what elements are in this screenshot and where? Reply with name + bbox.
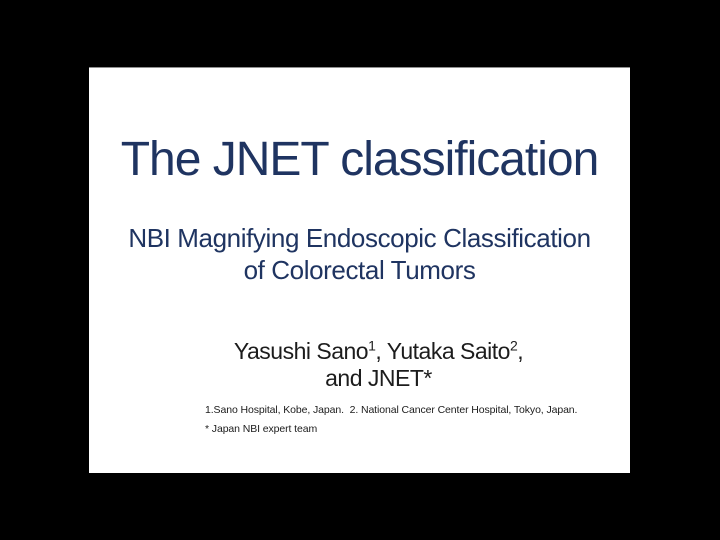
affiliations-block (205, 404, 577, 435)
author-1-name: Yasushi Sano (233, 338, 369, 364)
presentation-slide (89, 67, 630, 473)
authors-line-1 (127, 338, 630, 365)
slide-subtitle (89, 222, 630, 286)
affiliation-line-2: * Japan NBI expert team (205, 423, 318, 435)
author-2-name: Yutaka Saito (386, 338, 510, 364)
slide-title: The JNET classification (120, 133, 599, 186)
subtitle-line-2: of Colorectal Tumors (243, 255, 476, 285)
author-1-superscript: 1 (368, 337, 376, 354)
author-2-superscript: 2 (509, 337, 518, 354)
authors-block (89, 338, 630, 392)
authors-line-2: and JNET* (325, 365, 432, 391)
subtitle-line-1: NBI Magnifying Endoscopic Classification (128, 223, 591, 253)
authors-trailing-comma: , (517, 338, 524, 364)
affiliation-line-1: 1.Sano Hospital, Kobe, Japan. 2. National Cancer Center Hospital, Tokyo, Japan. (205, 404, 578, 416)
authors-separator: , (375, 338, 387, 364)
